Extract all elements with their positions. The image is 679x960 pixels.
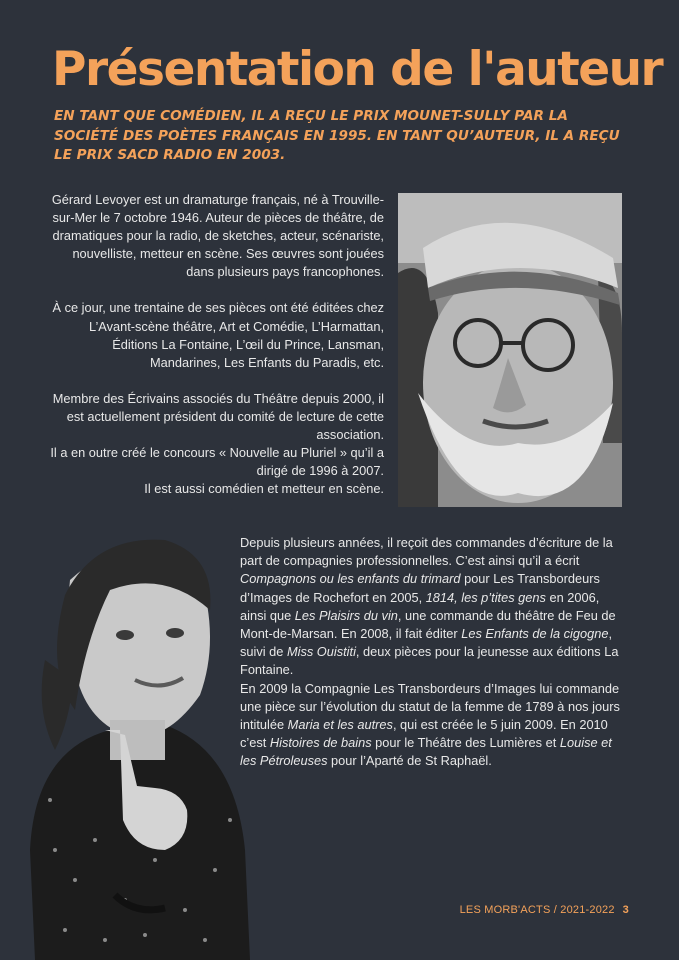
text-run: En 2009 la Compagnie Les Transbordeurs d’Images lui commande une pièce sur l’évolution du statut de la femme de 1789 à nos jours intitulée (240, 680, 620, 733)
work-title: Louise et les Pétroleuses (240, 735, 612, 769)
actress-portrait-illustration (15, 520, 255, 960)
work-title: Maria et les autres (287, 717, 393, 733)
work-title: Compagnons ou les enfants du trimard (240, 571, 461, 587)
work-title: Les Enfants de la cigogne (461, 626, 609, 642)
text-run: , suivi de (240, 626, 613, 660)
bio-paragraph-3-line-3: Il est aussi comédien et metteur en scène. (144, 481, 384, 497)
text-run: pour l’Aparté de St Raphaël. (327, 753, 492, 769)
bio-paragraph-3-line-1: Membre des Écrivains associés du Théâtre depuis 2000, il est actuellement président du comité de lecture de cette association. (52, 390, 384, 443)
work-title: Miss Ouistiti (286, 644, 356, 660)
text-run: Depuis plusieurs années, il reçoit des commandes d’écriture de la part de compagnies professionnelles. C’est ainsi qu’il a écrit (240, 535, 613, 569)
work-title: Histoires de bains (269, 735, 372, 751)
author-portrait-illustration (398, 193, 622, 507)
text-run: , qui est créée le 5 juin 2009. En 2010 c’est (240, 717, 608, 751)
page-number: 3 (622, 904, 629, 916)
text-run: pour Les Transbordeurs d’Images de Rochefort en 2005, (240, 571, 600, 605)
bio-upper (48, 191, 384, 498)
bio-lower-paragraph-2 (240, 680, 620, 771)
bio-paragraph-3 (48, 390, 384, 499)
text-run: , une commande du théâtre de Feu de Mont-de-Marsan. En 2008, il fait éditer (240, 607, 616, 642)
bio-lower-paragraph-1 (240, 534, 620, 680)
bio-paragraph-3-line-2: Il a en outre créé le concours « Nouvelle au Pluriel » qu’il a dirigé de 1996 à 2007. (50, 445, 384, 479)
footer-label: LES MORB'ACTS / 2021-2022 (459, 904, 615, 916)
work-title: 1814, les p’tites gens (425, 589, 546, 605)
bio-paragraph-1: Gérard Levoyer est un dramaturge français, né à Trouville-sur-Mer le 7 octobre 1946. Auteur de pièces de théâtre, de dramatiques pour la radio, de sketches, acteur, scénariste, nouvelliste, metteur en scène. Ses œuvres sont jouées dans plusieurs pays francophones. (51, 192, 384, 280)
bio-paragraph-2: À ce jour, une trentaine de ses pièces ont été éditées chez L’Avant-scène théâtre, Art et Comédie, L’Harmattan, Éditions La Fontaine, L’œil du Prince, Lansman, Mandarines, Les Enfants du Paradis, etc. (52, 300, 384, 370)
text-run: en 2006, ainsi que (240, 589, 600, 623)
page-footer (460, 904, 629, 916)
text-run: , deux pièces pour la jeunesse aux éditions La Fontaine. (240, 644, 619, 678)
actress-photo (15, 520, 255, 960)
bio-lower (240, 534, 620, 771)
text-run: pour le Théâtre des Lumières et (371, 735, 560, 751)
author-photo (398, 193, 622, 507)
subtitle: EN TANT QUE COMÉDIEN, IL A REÇU LE PRIX MOUNET-SULLY PAR LA SOCIÉTÉ DES POÈTES FRANÇAIS EN 1995. EN TANT QU’AUTEUR, IL A REÇU LE PRIX SACD RADIO EN 2003. (54, 108, 620, 163)
page-title: Présentation de l'auteur (52, 42, 663, 97)
work-title: Les Plaisirs du vin (294, 607, 398, 623)
